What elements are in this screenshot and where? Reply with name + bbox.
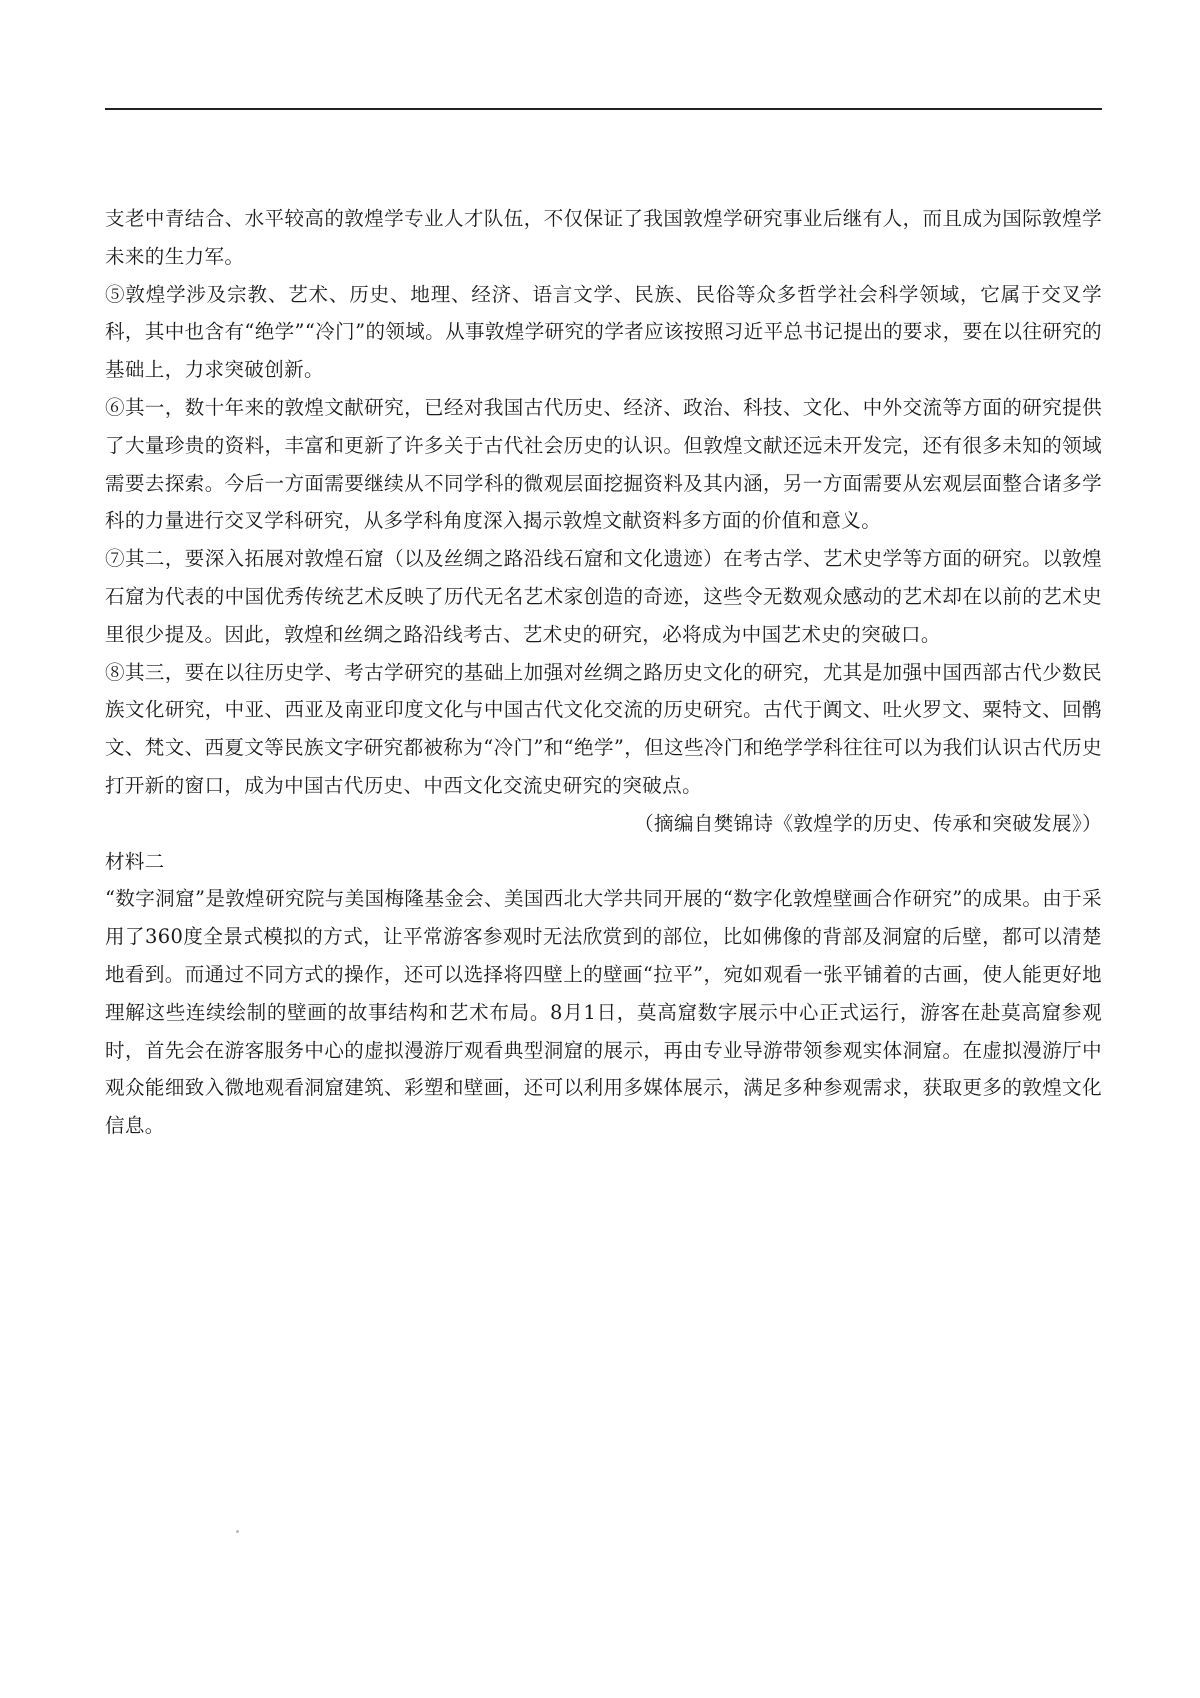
paragraph-6: ⑥其一，数十年来的敦煌文献研究，已经对我国古代历史、经济、政治、科技、文化、中外交流等方面的研究提供了大量珍贵的资料，丰富和更新了许多关于古代社会历史的认识。但敦煌文献还远未开发完，还有很多未知的领域需要去探索。今后一方面需要继续从不同学科的微观层面挖掘资料及其内涵，另一方面需要从宏观层面整合诸多学科的力量进行交叉学科研究，从多学科角度深入揭示敦煌文献资料多方面的价值和意义。 [105,395,1102,533]
document-body [105,200,1102,1145]
paragraph-5: ⑤敦煌学涉及宗教、艺术、历史、地理、经济、语言文学、民族、民俗等众多哲学社会科学领域，它属于交叉学科，其中也含有“绝学”“冷门”的领域。从事敦煌学研究的学者应该按照习近平总书记提出的要求，要在以往研究的基础上，力求突破创新。 [105,282,1102,382]
material-2-heading: 材料二 [105,849,165,873]
paragraph-8: ⑧其三，要在以往历史学、考古学研究的基础上加强对丝绸之路历史文化的研究，尤其是加强中国西部古代少数民族文化研究，中亚、西亚及南亚印度文化与中国古代文化交流的历史研究。古代于阗文、吐火罗文、粟特文、回鹘文、梵文、西夏文等民族文字研究都被称为“冷门”和“绝学”，但这些冷门和绝学学科往往可以为我们认识古代历史打开新的窗口，成为中国古代历史、中西文化交流史研究的突破点。 [105,660,1102,797]
scan-speck [236,1530,239,1533]
material-2-text: “数字洞窟”是敦煌研究院与美国梅隆基金会、美国西北大学共同开展的“数字化敦煌壁画合作研究”的成果。由于采用了360度全景式模拟的方式，让平常游客参观时无法欣赏到的部位，比如佛像的背部及洞窟的后壁，都可以清楚地看到。而通过不同方式的操作，还可以选择将四壁上的壁画“拉平”，宛如观看一张平铺着的古画，使人能更好地理解这些连续绘制的壁画的故事结构和艺术布局。8月1日，莫高窟数字展示中心正式运行，游客在赴莫高窟参观时，首先会在游客服务中心的虚拟漫游厅观看典型洞窟的展示，再由专业导游带领参观实体洞窟。在虚拟漫游厅中观众能细致入微地观看洞窟建筑、彩塑和壁画，还可以利用多媒体展示，满足多种参观需求，获取更多的敦煌文化信息。 [105,887,1102,1138]
header-rule [105,108,1102,110]
source-citation: （摘编自樊锦诗《敦煌学的历史、传承和突破发展》） [634,811,1102,835]
paragraph-7: ⑦其二，要深入拓展对敦煌石窟（以及丝绸之路沿线石窟和文化遗迹）在考古学、艺术史学等方面的研究。以敦煌石窟为代表的中国优秀传统艺术反映了历代无名艺术家创造的奇迹，这些令无数观众感动的艺术却在以前的艺术史里很少提及。因此，敦煌和丝绸之路沿线考古、艺术史的研究，必将成为中国艺术史的突破口。 [105,547,1102,646]
paragraph-continuation: 支老中青结合、水平较高的敦煌学专业人才队伍，不仅保证了我国敦煌学研究事业后继有人，而且成为国际敦煌学未来的生力军。 [105,207,1102,268]
